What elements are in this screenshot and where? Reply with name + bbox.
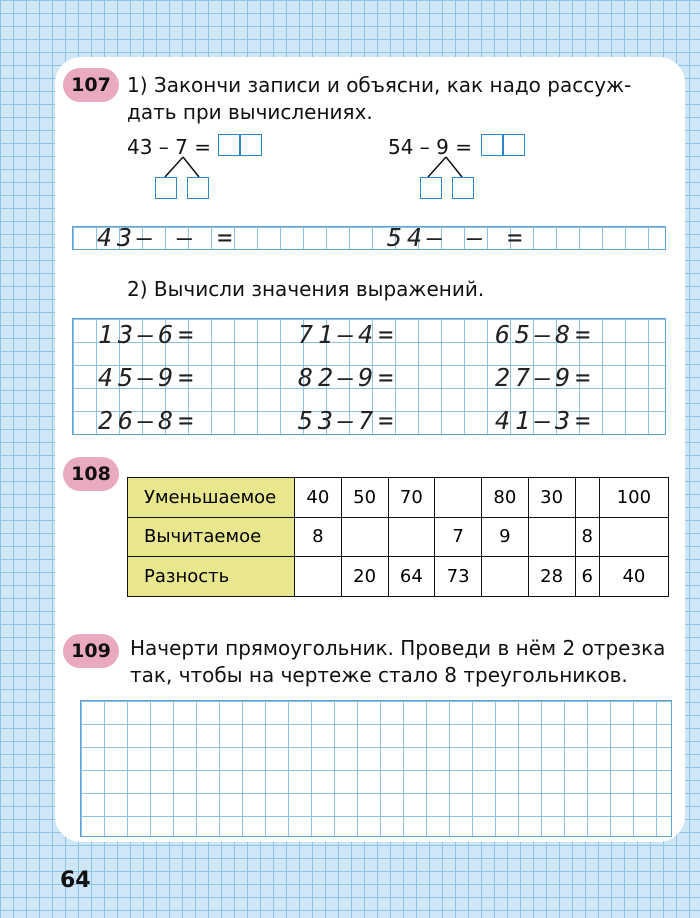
hw-expr-r2c3: 27–9= xyxy=(495,363,596,392)
table-cell[interactable] xyxy=(435,478,482,518)
row-label: Вычитаемое xyxy=(128,517,295,557)
task-108-badge: 108 xyxy=(63,457,119,491)
hw-expr-r1c1: 13–6= xyxy=(98,320,199,349)
task-107-badge: 107 xyxy=(63,68,119,102)
table-cell[interactable]: 8 xyxy=(295,517,342,557)
table-cell[interactable]: 70 xyxy=(388,478,435,518)
table-cell[interactable]: 6 xyxy=(575,557,599,597)
table-cell[interactable]: 8 xyxy=(575,517,599,557)
table-cell[interactable] xyxy=(575,478,599,518)
task-109-badge: 109 xyxy=(63,634,119,668)
hw-expr-r2c1: 45–9= xyxy=(98,363,199,392)
table-row-difference xyxy=(128,557,669,597)
table-cell[interactable] xyxy=(388,517,435,557)
split-box-1a[interactable] xyxy=(155,177,177,199)
split-box-2a[interactable] xyxy=(420,177,442,199)
hw-expr-r1c2: 71–4= xyxy=(298,320,399,349)
table-cell[interactable]: 28 xyxy=(528,557,575,597)
row-label: Разность xyxy=(128,557,295,597)
handwritten-row-right: 54– – = xyxy=(387,223,528,252)
subtraction-table xyxy=(127,477,669,597)
hw-expr-r2c2: 82–9= xyxy=(298,363,399,392)
table-cell[interactable] xyxy=(482,557,529,597)
hw-expr-r1c3: 65–8= xyxy=(495,320,596,349)
table-cell[interactable] xyxy=(295,557,342,597)
table-cell[interactable]: 40 xyxy=(599,557,668,597)
hw-expr-r3c1: 26–8= xyxy=(98,406,199,435)
expression-2: 54 – 9 = xyxy=(388,135,473,159)
table-cell[interactable]: 50 xyxy=(341,478,388,518)
expression-1: 43 – 7 = xyxy=(127,135,212,159)
task-109-text-line2: так, чтобы на чертеже стало 8 треугольников. xyxy=(130,663,628,687)
table-cell[interactable] xyxy=(599,517,668,557)
task-107-text-line1: 1) Закончи записи и объясни, как надо рассуж- xyxy=(127,73,632,97)
task-109-text-line1: Начерти прямоугольник. Проведи в нём 2 отрезка xyxy=(130,636,666,660)
table-cell[interactable]: 30 xyxy=(528,478,575,518)
table-row-subtrahend xyxy=(128,517,669,557)
answer-box-1a[interactable] xyxy=(218,134,240,156)
table-cell[interactable] xyxy=(341,517,388,557)
table-cell[interactable]: 9 xyxy=(482,517,529,557)
hw-expr-r3c3: 41–3= xyxy=(495,406,596,435)
split-box-1b[interactable] xyxy=(187,177,209,199)
page-number: 64 xyxy=(60,868,91,893)
row-label: Уменьшаемое xyxy=(128,478,295,518)
table-cell[interactable]: 80 xyxy=(482,478,529,518)
table-cell[interactable] xyxy=(528,517,575,557)
table-cell[interactable]: 64 xyxy=(388,557,435,597)
handwritten-row-left: 43– – = xyxy=(97,223,238,252)
table-row-minuend xyxy=(128,478,669,518)
answer-box-2b[interactable] xyxy=(503,134,525,156)
split-box-2b[interactable] xyxy=(452,177,474,199)
table-cell[interactable]: 7 xyxy=(435,517,482,557)
table-cell[interactable]: 20 xyxy=(341,557,388,597)
table-cell[interactable]: 100 xyxy=(599,478,668,518)
answer-box-2a[interactable] xyxy=(481,134,503,156)
table-cell[interactable]: 73 xyxy=(435,557,482,597)
answer-box-1b[interactable] xyxy=(240,134,262,156)
task-107-part2-text: 2) Вычисли значения выражений. xyxy=(127,277,485,301)
drawing-grid[interactable] xyxy=(80,700,672,837)
hw-expr-r3c2: 53–7= xyxy=(298,406,399,435)
table-cell[interactable]: 40 xyxy=(295,478,342,518)
task-107-text-line2: дать при вычислениях. xyxy=(127,100,373,124)
